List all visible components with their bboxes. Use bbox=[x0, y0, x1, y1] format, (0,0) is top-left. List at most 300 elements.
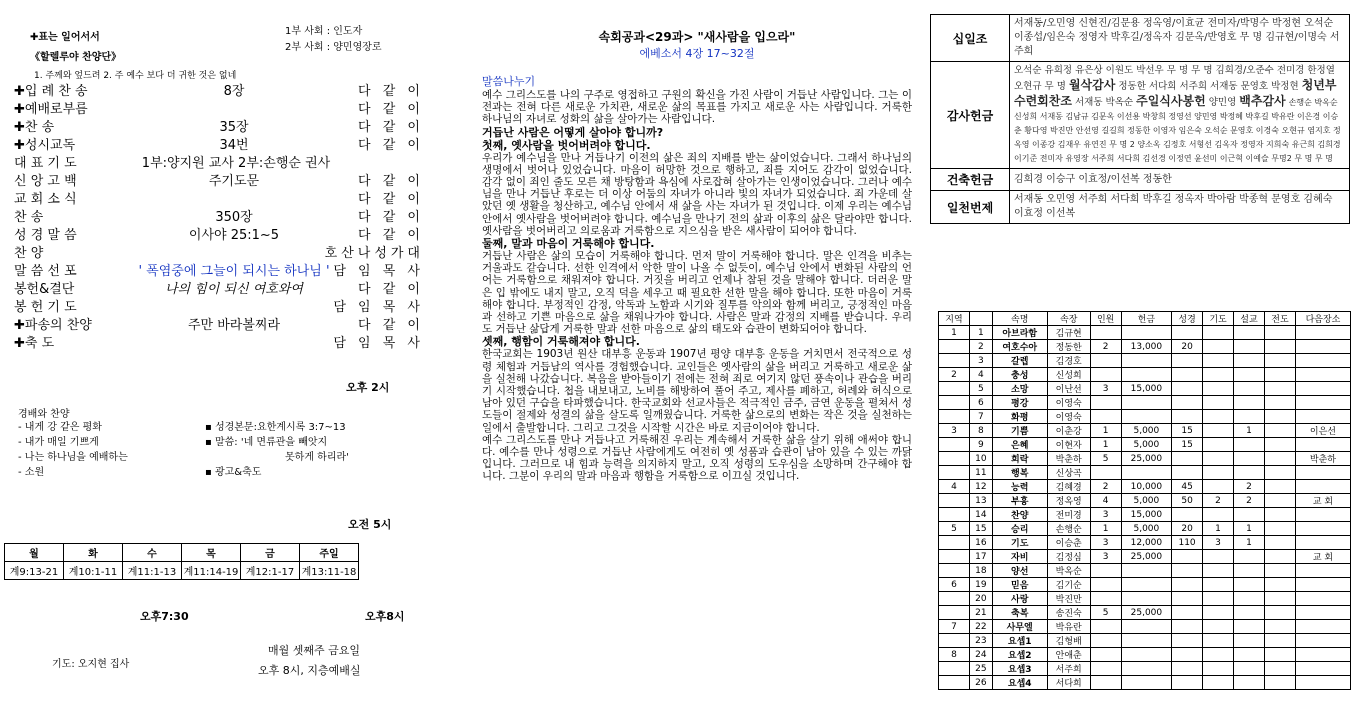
attendance-cell bbox=[1264, 606, 1295, 620]
praise-item: - 나는 하나님을 예배하는 bbox=[18, 452, 128, 463]
attendance-cell bbox=[939, 466, 970, 480]
monthly-line2: 오후 8시, 지층예배실 bbox=[258, 664, 361, 677]
attendance-cell bbox=[1172, 648, 1203, 662]
attendance-cell bbox=[1264, 452, 1295, 466]
day-header: 목 bbox=[182, 544, 241, 562]
attendance-cell: 요셉2 bbox=[992, 648, 1047, 662]
attendance-cell bbox=[939, 438, 970, 452]
attendance-header bbox=[969, 312, 992, 326]
day-reading: 계12:1-17 bbox=[241, 562, 300, 580]
attendance-cell bbox=[1203, 578, 1234, 592]
attendance-cell bbox=[1295, 466, 1350, 480]
order-detail: 8장 bbox=[223, 84, 245, 99]
praise-item: - 내게 강 같은 평화 bbox=[18, 422, 102, 433]
attendance-cell: 이현자 bbox=[1047, 438, 1090, 452]
attendance-cell: 요셉3 bbox=[992, 662, 1047, 676]
attendance-cell bbox=[1295, 508, 1350, 522]
order-detail: 34번 bbox=[219, 138, 249, 153]
attendance-cell bbox=[1172, 620, 1203, 634]
attendance-cell bbox=[1090, 368, 1121, 382]
attendance-cell bbox=[1203, 648, 1234, 662]
attendance-cell bbox=[1203, 452, 1234, 466]
attendance-cell bbox=[1121, 466, 1171, 480]
order-leader: 다 같 이 bbox=[358, 318, 424, 333]
attendance-cell bbox=[1234, 578, 1265, 592]
attendance-cell: 16 bbox=[969, 536, 992, 550]
attendance-cell bbox=[1264, 536, 1295, 550]
attendance-cell bbox=[1172, 662, 1203, 676]
attendance-row bbox=[939, 620, 1351, 634]
attendance-cell: 신상곡 bbox=[1047, 466, 1090, 480]
order-detail: 나의 힘이 되신 여호와여 bbox=[165, 282, 303, 297]
attendance-cell bbox=[1264, 578, 1295, 592]
order-leader: 담 임 목 사 bbox=[333, 264, 424, 279]
attendance-cell bbox=[1172, 508, 1203, 522]
attendance-cell: 20 bbox=[969, 592, 992, 606]
attendance-row bbox=[939, 606, 1351, 620]
praise-item: - 내가 매일 기쁘게 bbox=[18, 437, 99, 448]
attendance-header: 기도 bbox=[1203, 312, 1234, 326]
offering-names: 서재동 오민영 서주희 서다희 박후길 정옥자 박아람 박종혁 문영호 김혜숙 이효정 이선복 bbox=[1010, 191, 1350, 224]
attendance-cell: 13,000 bbox=[1121, 340, 1171, 354]
attendance-cell: 화평 bbox=[992, 410, 1047, 424]
order-name: 대 표 기 도 bbox=[14, 156, 77, 171]
attendance-cell: 1 bbox=[1090, 438, 1121, 452]
lesson-panel bbox=[482, 0, 912, 709]
attendance-cell: 행복 bbox=[992, 466, 1047, 480]
attendance-cell: 21 bbox=[969, 606, 992, 620]
offering-table bbox=[930, 14, 1350, 224]
praise-heading: 경배와 찬양 bbox=[18, 409, 70, 420]
attendance-header: 성경 bbox=[1172, 312, 1203, 326]
attendance-cell bbox=[1234, 662, 1265, 676]
attendance-cell bbox=[1264, 466, 1295, 480]
attendance-cell: 10 bbox=[969, 452, 992, 466]
attendance-cell: 4 bbox=[939, 480, 970, 494]
attendance-cell: 3 bbox=[1090, 382, 1121, 396]
attendance-cell: 5 bbox=[1090, 452, 1121, 466]
attendance-cell bbox=[1203, 326, 1234, 340]
worship-order-panel bbox=[0, 0, 460, 709]
attendance-cell: 2 bbox=[1090, 480, 1121, 494]
attendance-cell: 17 bbox=[969, 550, 992, 564]
attendance-cell bbox=[1234, 620, 1265, 634]
monthly-line1: 매월 셋째주 금요일 bbox=[268, 644, 361, 657]
order-name: 봉 헌 기 도 bbox=[14, 300, 77, 315]
attendance-cell bbox=[1295, 578, 1350, 592]
attendance-cell bbox=[1295, 326, 1350, 340]
order-row bbox=[14, 278, 424, 296]
attendance-cell: 20 bbox=[1172, 340, 1203, 354]
order-detail: 35장 bbox=[219, 120, 249, 135]
order-detail: 주만 바라볼찌라 bbox=[187, 318, 281, 333]
attendance-cell: 7 bbox=[939, 620, 970, 634]
order-name: 찬 송 bbox=[14, 210, 44, 225]
attendance-cell bbox=[939, 340, 970, 354]
attendance-cell bbox=[1172, 606, 1203, 620]
attendance-cell: 승리 bbox=[992, 522, 1047, 536]
attendance-cell: 김혜경 bbox=[1047, 480, 1090, 494]
attendance-cell bbox=[1203, 410, 1234, 424]
attendance-cell: 정동한 bbox=[1047, 340, 1090, 354]
attendance-cell: 5 bbox=[969, 382, 992, 396]
attendance-cell bbox=[1234, 634, 1265, 648]
attendance-row bbox=[939, 592, 1351, 606]
attendance-cell: 양선 bbox=[992, 564, 1047, 578]
attendance-cell bbox=[1090, 578, 1121, 592]
attendance-row bbox=[939, 676, 1351, 690]
attendance-cell bbox=[1172, 564, 1203, 578]
day-header: 주일 bbox=[300, 544, 359, 562]
attendance-cell bbox=[1121, 368, 1171, 382]
lesson-title: 속회공과<29과> "새사람을 입으라" bbox=[598, 30, 796, 44]
day-reading: 계11:1-13 bbox=[123, 562, 182, 580]
attendance-row bbox=[939, 354, 1351, 368]
order-row bbox=[14, 188, 424, 206]
attendance-cell bbox=[1264, 494, 1295, 508]
attendance-header: 인원 bbox=[1090, 312, 1121, 326]
attendance-cell: 9 bbox=[969, 438, 992, 452]
attendance-cell: 아브라함 bbox=[992, 326, 1047, 340]
attendance-cell bbox=[1203, 550, 1234, 564]
attendance-cell: 김정심 bbox=[1047, 550, 1090, 564]
attendance-cell bbox=[1172, 634, 1203, 648]
attendance-cell: 안애춘 bbox=[1047, 648, 1090, 662]
attendance-cell bbox=[1234, 466, 1265, 480]
day-reading: 계10:1-11 bbox=[64, 562, 123, 580]
attendance-cell bbox=[1264, 424, 1295, 438]
attendance-cell bbox=[1234, 508, 1265, 522]
attendance-cell: 김규현 bbox=[1047, 326, 1090, 340]
offering-label: 십일조 bbox=[931, 15, 1010, 62]
attendance-cell: 10,000 bbox=[1121, 480, 1171, 494]
attendance-row bbox=[939, 424, 1351, 438]
attendance-cell: 3 bbox=[1090, 508, 1121, 522]
attendance-cell bbox=[1121, 410, 1171, 424]
attendance-row bbox=[939, 438, 1351, 452]
heading-2: 둘째, 말과 마음이 거룩해야 합니다. bbox=[482, 237, 655, 251]
attendance-cell bbox=[1121, 326, 1171, 340]
attendance-cell: 15 bbox=[1172, 424, 1203, 438]
attendance-cell bbox=[1090, 620, 1121, 634]
order-row bbox=[14, 170, 424, 188]
attendance-cell bbox=[1203, 438, 1234, 452]
day-reading: 계9:13-21 bbox=[5, 562, 64, 580]
attendance-cell: 2 bbox=[1234, 494, 1265, 508]
attendance-cell: 8 bbox=[969, 424, 992, 438]
attendance-cell bbox=[1172, 592, 1203, 606]
attendance-cell bbox=[1295, 564, 1350, 578]
attendance-cell: 5,000 bbox=[1121, 494, 1171, 508]
order-leader: 다 같 이 bbox=[358, 102, 424, 117]
attendance-cell bbox=[1295, 634, 1350, 648]
attendance-cell: 평강 bbox=[992, 396, 1047, 410]
order-row bbox=[14, 296, 424, 314]
order-detail: 이사야 25:1~5 bbox=[188, 228, 280, 243]
attendance-cell bbox=[1172, 452, 1203, 466]
order-row bbox=[14, 206, 424, 224]
attendance-cell: 손행순 bbox=[1047, 522, 1090, 536]
attendance-cell bbox=[1234, 438, 1265, 452]
order-row bbox=[14, 242, 424, 260]
attendance-cell bbox=[1172, 466, 1203, 480]
attendance-cell: 교 회 bbox=[1295, 494, 1350, 508]
attendance-cell bbox=[1090, 662, 1121, 676]
attendance-cell bbox=[1264, 592, 1295, 606]
attendance-row bbox=[939, 480, 1351, 494]
day-header: 금 bbox=[241, 544, 300, 562]
praise-list bbox=[18, 420, 128, 480]
order-leader: 다 같 이 bbox=[358, 138, 424, 153]
attendance-cell: 110 bbox=[1172, 536, 1203, 550]
attendance-cell: 1 bbox=[1234, 522, 1265, 536]
attendance-cell: 전미경 bbox=[1047, 508, 1090, 522]
attendance-cell: 1 bbox=[969, 326, 992, 340]
order-row bbox=[14, 80, 424, 98]
bible-list bbox=[205, 420, 349, 480]
order-name: 교 회 소 식 bbox=[14, 192, 77, 207]
order-leader: 담 임 목 사 bbox=[333, 300, 424, 315]
attendance-cell bbox=[1121, 578, 1171, 592]
lesson-scripture: 에베소서 4장 17~32절 bbox=[639, 47, 755, 60]
choir-songs: 1. 주께와 엎드려 2. 주 예수 보다 더 귀한 것은 없네 bbox=[34, 71, 237, 81]
attendance-cell bbox=[1234, 550, 1265, 564]
attendance-cell bbox=[1295, 480, 1350, 494]
attendance-cell bbox=[1203, 676, 1234, 690]
pm8-label: 오후8시 bbox=[365, 610, 405, 623]
order-leader: 다 같 이 bbox=[358, 192, 424, 207]
order-name: 성 경 말 씀 bbox=[14, 228, 77, 243]
bible-item: ▪ 성경본문:요한계시록 3:7~13 bbox=[205, 422, 346, 433]
attendance-cell bbox=[1295, 536, 1350, 550]
attendance-cell bbox=[1172, 382, 1203, 396]
attendance-cell bbox=[1295, 522, 1350, 536]
attendance-cell: 서다희 bbox=[1047, 676, 1090, 690]
order-name: 말 씀 선 포 bbox=[14, 264, 77, 279]
attendance-cell: 박진만 bbox=[1047, 592, 1090, 606]
lesson-intro: 예수 그리스도를 나의 구주로 영접하고 구원의 확신을 가진 사람이 거듭난 사람입니다. 그는 이전과는 전혀 다른 새로운 가치관, 새로운 삶의 목표를 가지고 새로운 사는 사람입니다. 거룩한 하나님의 자녀로 성화의 삶을 살아가는 사람입니다. bbox=[482, 89, 912, 126]
attendance-cell bbox=[1234, 606, 1265, 620]
attendance-cell bbox=[1090, 634, 1121, 648]
attendance-cell: 요셉4 bbox=[992, 676, 1047, 690]
attendance-cell bbox=[1121, 648, 1171, 662]
attendance-cell bbox=[1090, 592, 1121, 606]
day-header: 월 bbox=[5, 544, 64, 562]
order-name: 찬 양 bbox=[14, 246, 44, 261]
bible-item: ▪ 광고&축도 bbox=[205, 467, 262, 478]
attendance-cell bbox=[1264, 396, 1295, 410]
attendance-row bbox=[939, 340, 1351, 354]
attendance-cell: 5,000 bbox=[1121, 424, 1171, 438]
attendance-cell: 1 bbox=[1234, 536, 1265, 550]
attendance-cell: 1 bbox=[1234, 424, 1265, 438]
order-row bbox=[14, 260, 424, 278]
attendance-cell bbox=[1172, 578, 1203, 592]
attendance-cell bbox=[1203, 382, 1234, 396]
attendance-cell bbox=[1295, 382, 1350, 396]
attendance-cell: 4 bbox=[1090, 494, 1121, 508]
attendance-table bbox=[938, 311, 1351, 690]
attendance-cell: 15,000 bbox=[1121, 508, 1171, 522]
reading-schedule bbox=[4, 543, 359, 580]
attendance-cell: 20 bbox=[1172, 522, 1203, 536]
attendance-cell bbox=[1234, 648, 1265, 662]
attendance-cell bbox=[1264, 662, 1295, 676]
attendance-cell bbox=[1203, 368, 1234, 382]
attendance-cell bbox=[1172, 326, 1203, 340]
attendance-cell: 송진숙 bbox=[1047, 606, 1090, 620]
attendance-row bbox=[939, 382, 1351, 396]
attendance-row bbox=[939, 494, 1351, 508]
attendance-cell bbox=[1203, 340, 1234, 354]
attendance-cell: 서주희 bbox=[1047, 662, 1090, 676]
attendance-cell bbox=[1264, 648, 1295, 662]
attendance-cell: 15,000 bbox=[1121, 382, 1171, 396]
discussion-label: 말씀나누기 bbox=[482, 75, 536, 88]
attendance-cell bbox=[1234, 564, 1265, 578]
attendance-header: 속명 bbox=[992, 312, 1047, 326]
attendance-cell bbox=[1203, 634, 1234, 648]
attendance-cell: 15 bbox=[1172, 438, 1203, 452]
order-name: ✚축 도 bbox=[14, 336, 55, 351]
attendance-cell bbox=[1234, 368, 1265, 382]
attendance-cell: 2 bbox=[1203, 494, 1234, 508]
attendance-cell bbox=[939, 354, 970, 368]
attendance-cell bbox=[1090, 648, 1121, 662]
attendance-cell bbox=[1264, 480, 1295, 494]
attendance-cell bbox=[1264, 368, 1295, 382]
attendance-cell bbox=[1121, 564, 1171, 578]
attendance-cell bbox=[1264, 620, 1295, 634]
attendance-cell bbox=[1295, 340, 1350, 354]
attendance-cell: 4 bbox=[969, 368, 992, 382]
attendance-cell: 1 bbox=[1090, 522, 1121, 536]
attendance-row bbox=[939, 410, 1351, 424]
attendance-cell bbox=[1203, 466, 1234, 480]
attendance-cell bbox=[1090, 326, 1121, 340]
attendance-row bbox=[939, 634, 1351, 648]
attendance-cell bbox=[1295, 368, 1350, 382]
attendance-cell bbox=[1295, 354, 1350, 368]
order-name: 신 앙 고 백 bbox=[14, 174, 77, 189]
offering-label: 일천번제 bbox=[931, 191, 1010, 224]
attendance-cell bbox=[1264, 634, 1295, 648]
attendance-cell bbox=[1090, 466, 1121, 480]
attendance-header: 속장 bbox=[1047, 312, 1090, 326]
paragraph-1: 우리가 예수님을 만나 거듭나기 이전의 삶은 죄의 지배를 받는 삶이었습니다. 그래서 하나님의 생명에서 벗어나 있었습니다. 마음이 허망한 것으로 행하고, 죄를 지어도 감각이 없었습니다. 감각 없이 죄인 줄도 모른 채 방탕함과 욕심에 사로잡혀 살아가는 인생이었습니다. 그러나 예수님을 만나 거듭난 후로는 더 이상 어둠의 자녀가 아니라 빛의 자녀가 되었습니다. 죄 가운데 살았던 옛 생활을 청산하고, 예수님 안에서 새 삶을 사는 자녀가 된 것입니다. 이제 우리는 예수님 안에서 옛사람을 벗어버려야 합니다. 예수님을 만나기 전의 삶과 이후의 삶은 달라야만 합니다. 옛사람을 벗어버리고 의로움과 거룩함으로 지으심을 받은 새사람이 되어야 합니다. bbox=[482, 151, 912, 237]
attendance-cell bbox=[1295, 592, 1350, 606]
attendance-cell: 1 bbox=[939, 326, 970, 340]
attendance-cell bbox=[1264, 550, 1295, 564]
attendance-cell: 2 bbox=[1234, 480, 1265, 494]
order-name: ✚파송의 찬양 bbox=[14, 318, 92, 333]
attendance-row bbox=[939, 368, 1351, 382]
attendance-cell bbox=[1172, 396, 1203, 410]
attendance-cell: 7 bbox=[969, 410, 992, 424]
standing-note: ✚표는 일어서서 bbox=[30, 32, 100, 43]
attendance-cell: 박유란 bbox=[1047, 620, 1090, 634]
offering-names: 오석순 유희정 유은상 이원도 박선우 무 명 무 명 김희경/오준수 전미경 한정열 오현규 무 명 월삭감사 정동한 서다희 서주희 서재동 문영호 박정현 청년부수련회찬조 서재동 박옥순 주일식사봉헌 양민영 백추감사 손행순 박옥순 신성희 서재동 김남규 김문옥 이선용 박창희 정영선 양민영 박정혜 박후길 박유란 이은경 이승춘 황다영 박진만 안선영 길길희 정동한 이영자 임은숙 오석순 문영호 이경숙 오현규 염지호 정옥영 이종강 김재우 유연진 무 명 2 양소옥 김정호 서형선 김옥자 정영자 지희숙 유근희 김희경 이기준 전미자 유영장 서주희 서다희 김선경 이정연 윤선미 이근혁 이예슬 무명2 무 명 무 명 bbox=[1010, 62, 1350, 169]
attendance-cell: 믿음 bbox=[992, 578, 1047, 592]
attendance-cell: 부흥 bbox=[992, 494, 1047, 508]
attendance-cell bbox=[939, 564, 970, 578]
choir-title: 《할렐루야 찬양단》 bbox=[30, 52, 122, 63]
attendance-cell: 2 bbox=[969, 340, 992, 354]
attendance-cell: 5,000 bbox=[1121, 438, 1171, 452]
attendance-cell bbox=[1264, 354, 1295, 368]
host-1: 1부 사회 : 인도자 bbox=[285, 26, 363, 37]
order-row bbox=[14, 314, 424, 332]
attendance-cell: 정옥영 bbox=[1047, 494, 1090, 508]
attendance-cell bbox=[939, 662, 970, 676]
attendance-cell bbox=[1234, 452, 1265, 466]
attendance-cell: 이영숙 bbox=[1047, 396, 1090, 410]
attendance-cell bbox=[939, 634, 970, 648]
attendance-row bbox=[939, 466, 1351, 480]
offering-row-thousand bbox=[931, 191, 1350, 224]
prayer-leader: 기도: 오지현 집사 bbox=[52, 659, 130, 670]
offering-label: 감사헌금 bbox=[931, 62, 1010, 169]
attendance-cell bbox=[939, 676, 970, 690]
attendance-row bbox=[939, 452, 1351, 466]
order-row bbox=[14, 224, 424, 242]
attendance-cell bbox=[1203, 480, 1234, 494]
bible-item: ▪ 말씀: '네 면류관을 빼앗지 bbox=[205, 437, 328, 448]
attendance-row bbox=[939, 522, 1351, 536]
attendance-cell: 6 bbox=[969, 396, 992, 410]
order-leader: 다 같 이 bbox=[358, 228, 424, 243]
attendance-cell: 희락 bbox=[992, 452, 1047, 466]
attendance-cell: 5 bbox=[939, 522, 970, 536]
attendance-cell: 이춘강 bbox=[1047, 424, 1090, 438]
attendance-cell bbox=[939, 382, 970, 396]
attendance-cell bbox=[1172, 410, 1203, 424]
order-leader: 다 같 이 bbox=[358, 84, 424, 99]
attendance-cell bbox=[1172, 550, 1203, 564]
attendance-cell bbox=[1203, 620, 1234, 634]
attendance-cell bbox=[1234, 382, 1265, 396]
order-detail: 1부:양지원 교사 2부:손행순 권사 bbox=[141, 156, 331, 171]
attendance-cell: 축복 bbox=[992, 606, 1047, 620]
attendance-cell bbox=[1203, 662, 1234, 676]
attendance-cell: 이승춘 bbox=[1047, 536, 1090, 550]
praise-item: - 소원 bbox=[18, 467, 45, 478]
attendance-cell bbox=[1234, 354, 1265, 368]
attendance-cell: 이영숙 bbox=[1047, 410, 1090, 424]
attendance-cell bbox=[1234, 396, 1265, 410]
attendance-cell: 능력 bbox=[992, 480, 1047, 494]
attendance-cell bbox=[1172, 368, 1203, 382]
attendance-cell bbox=[1295, 606, 1350, 620]
day-reading: 계11:14-19 bbox=[182, 562, 241, 580]
attendance-cell: 김기순 bbox=[1047, 578, 1090, 592]
attendance-cell bbox=[1121, 620, 1171, 634]
attendance-cell: 25,000 bbox=[1121, 452, 1171, 466]
attendance-cell: 12 bbox=[969, 480, 992, 494]
attendance-row bbox=[939, 662, 1351, 676]
attendance-cell: 3 bbox=[1090, 550, 1121, 564]
attendance-cell: 14 bbox=[969, 508, 992, 522]
attendance-cell bbox=[1234, 592, 1265, 606]
order-detail: ' 폭염중에 그늘이 되시는 하나님 ' bbox=[138, 264, 330, 279]
paragraph-3: 한국교회는 1903년 원산 대부흥 운동과 1907년 평양 대부흥 운동을 거치면서 전국적으로 성령 체험과 거듭남의 역사를 경험했습니다. 교인들은 옛사람의 삶을 버리고 거룩하고 새로운 삶을 실천해 나갔습니다. 복음을 받아들이기 전에는 전혀 죄로 여기지 않던 풍속이나 관습을 버리기 시작했습니다. 첩을 내보내고, 노비를 해방하여 풀어 주고, 제사를 폐하고, 허례와 허식으로 남아 있던 구습을 타파했습니다. 한국교회와 선교사들은 적극적인 금주, 금연 운동을 펼쳐서 성도들이 절제와 성결의 삶을 살도록 일깨웠습니다. 거룩한 삶으로의 변화는 작은 것을 실천하는 일에서 출발합니다. 그리고 그것을 시작할 시간은 바로 지금이어야 합니다. bbox=[482, 348, 912, 434]
attendance-cell: 24 bbox=[969, 648, 992, 662]
attendance-cell bbox=[1264, 410, 1295, 424]
attendance-cell bbox=[1264, 326, 1295, 340]
offering-names: 김희경 이승구 이효정/이선복 정동한 bbox=[1010, 169, 1350, 191]
attendance-cell bbox=[1264, 564, 1295, 578]
attendance-cell: 11 bbox=[969, 466, 992, 480]
